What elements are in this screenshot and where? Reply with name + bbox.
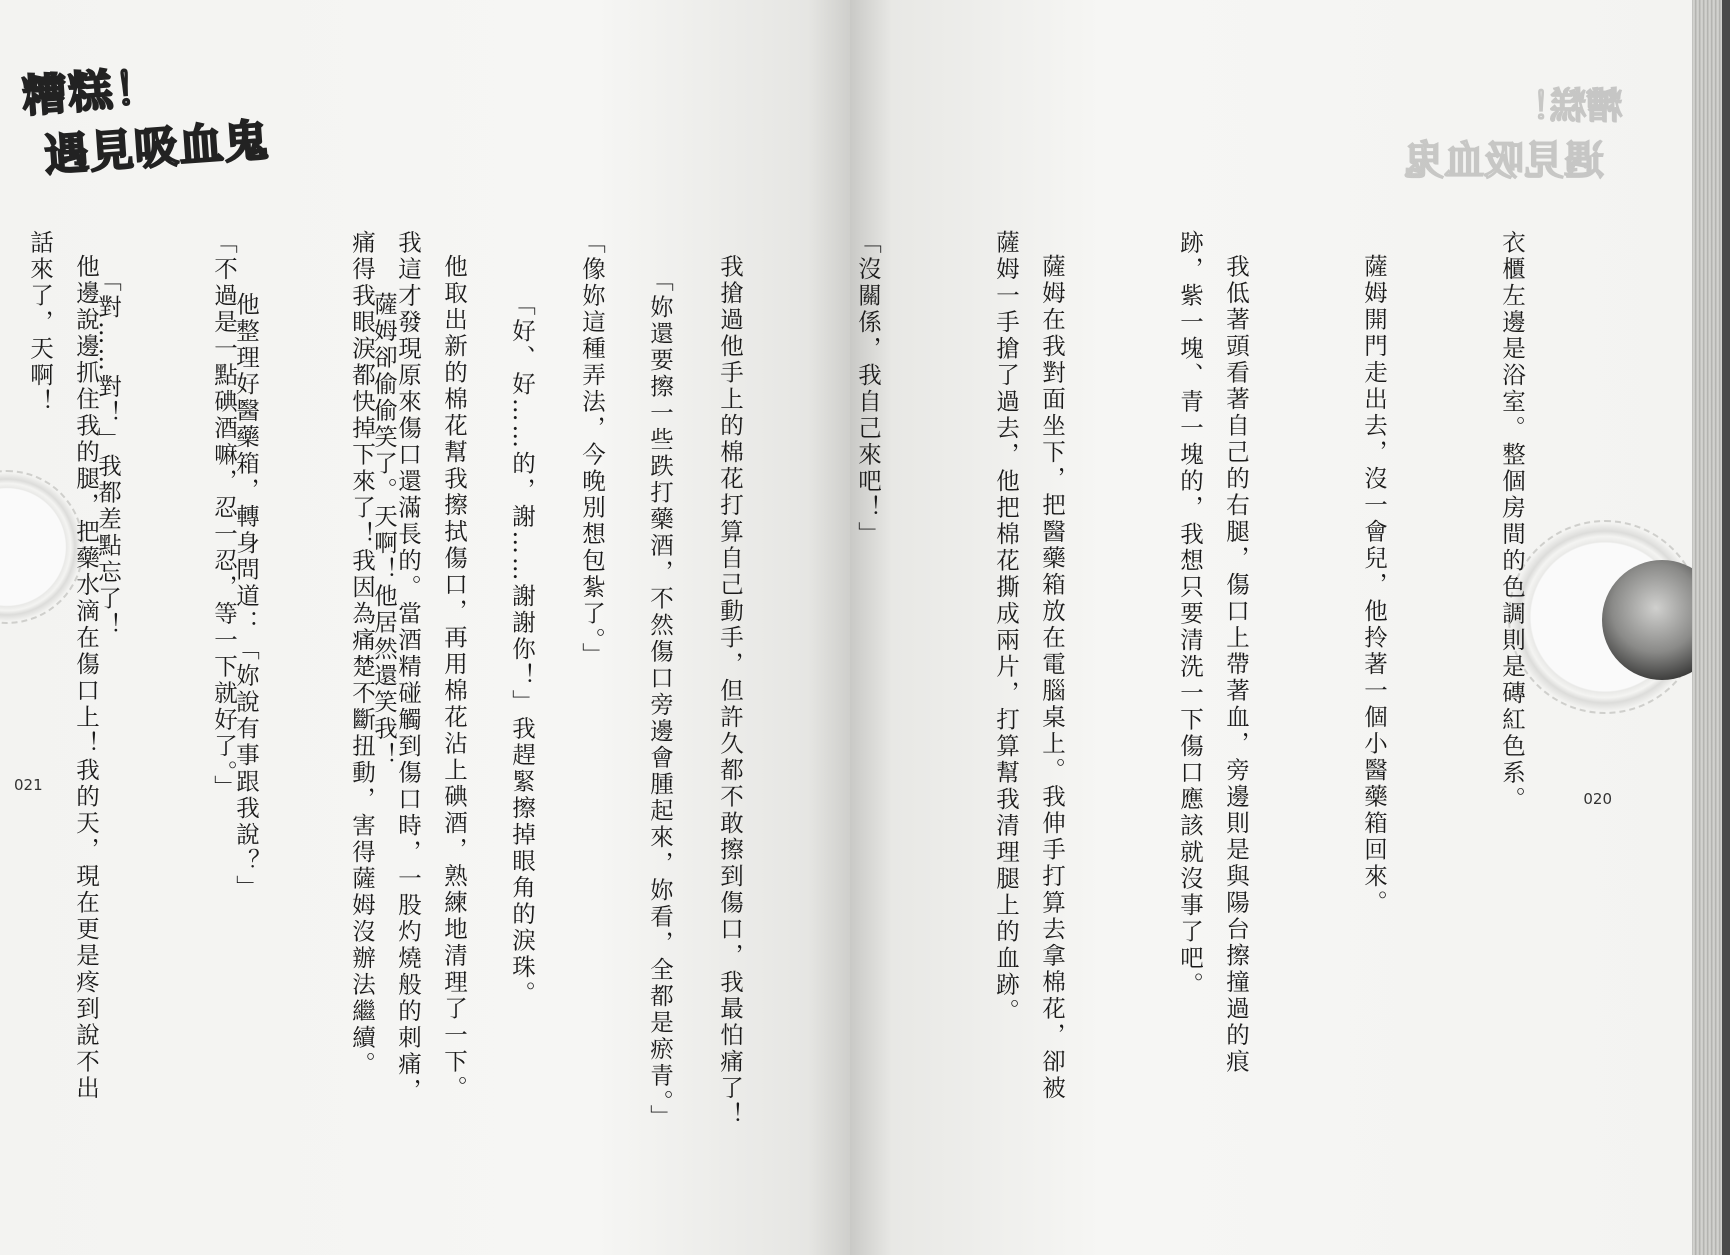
paragraph: 他取出新的棉花幫我擦拭傷口，再用棉花沾上碘酒，熟練地清理了一下。我這才發現原來傷口還滿長的。當酒精碰觸到傷口時，一股灼燒般的刺痛，痛得我眼淚都快掉下來了！我因為痛楚不斷扭動，害得薩姆沒辦法繼續。 [348,230,468,1105]
paragraph: 他邊說邊抓住我的腿，把藥水滴在傷口上！我的天，現在更是疼到說不出話來了，天啊！ [26,230,100,1102]
paragraph: 「不過是一點碘酒嘛，忍一忍，等一下就好了。」 [210,230,238,802]
logo-line-1: 糟糕！ [20,62,163,123]
paragraph: 「對……對！」我都差點忘了！ [94,268,122,639]
book-title-logo [20,52,271,182]
paragraph: 我搶過他手上的棉花打算自己動手，但許久都不敢擦到傷口，我最怕痛了！ [716,253,744,1128]
paragraph: 衣櫃左邊是浴室。整個房間的色調則是磚紅色系。 [1498,230,1526,813]
book-title-logo-mirrored [1404,78,1622,186]
logo-line-2: 遇見吸血鬼 [1404,138,1604,184]
page-number: 020 [1583,790,1612,808]
paragraph: 我低著頭看著自己的右腿，傷口上帶著血，旁邊則是與陽台擦撞過的痕跡，紫一塊、青一塊的，我想只要清洗一下傷口應該就沒事了吧。 [1176,230,1250,1075]
paragraph: 「妳還要擦一些跌打藥酒，不然傷口旁邊會腫起來，妳看，全都是瘀青。」 [646,268,674,1131]
paragraph: 他整理好醫藥箱，轉身問道：「妳說有事跟我說？」 [232,291,260,901]
paragraph: 薩姆開門走出去，沒一會兒，他拎著一個小醫藥箱回來。 [1360,253,1388,916]
paragraph: 薩姆在我對面坐下，把醫藥箱放在電腦桌上。我伸手打算去拿棉花，卻被薩姆一手搶了過去，他把棉花撕成兩片，打算幫我清理腿上的血跡。 [992,230,1066,1102]
book-edge-shadow [1722,0,1730,1255]
right-page-text [0,230,1627,1128]
paragraph: 薩姆卻偷偷笑了。天啊！他居然還笑我！ [370,291,398,769]
paragraph: 「沒關係，我自己來吧！」 [854,230,882,548]
page-number: 021 [14,776,43,794]
paragraph: 「好、好……的，謝……謝謝你！」我趕緊擦掉眼角的淚珠。 [508,291,536,1007]
paragraph: 「像妳這種弄法，今晚別想包紮了。」 [578,230,606,669]
logo-line-2: 遇見吸血鬼 [42,115,271,182]
logo-line-1: 糟糕！ [1513,86,1622,127]
